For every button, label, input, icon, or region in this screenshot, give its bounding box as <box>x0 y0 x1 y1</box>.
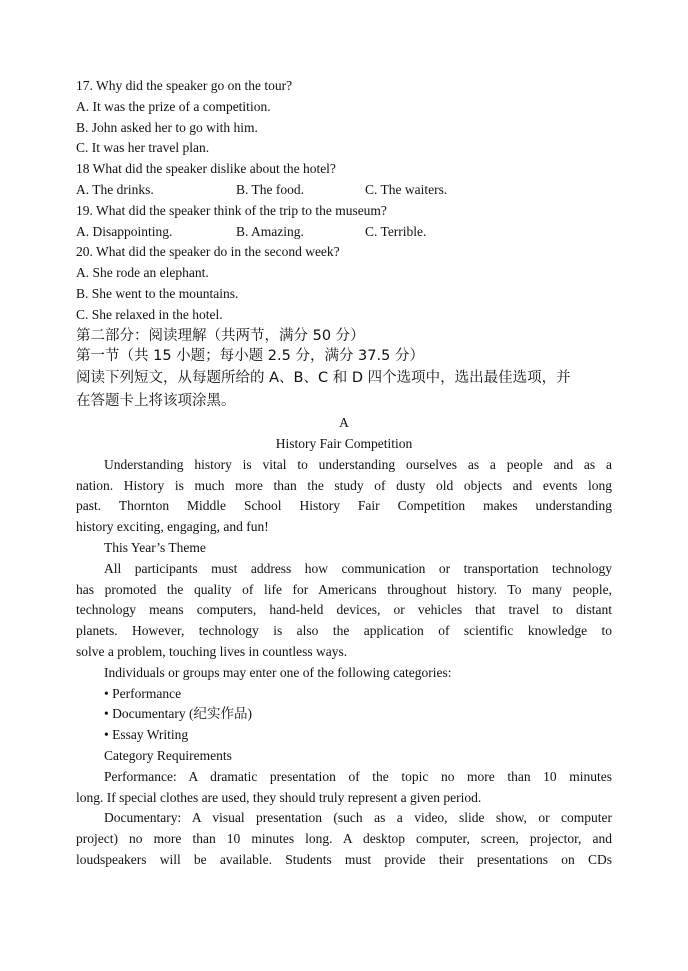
list-item: • Essay Writing <box>104 727 189 743</box>
instruction-line-2: 在答题卡上将该项涂黑。 <box>76 393 236 410</box>
question-text: 20. What did the speaker do in the second week? <box>76 244 340 260</box>
section-title: 第一节（共 15 小题；每小题 2.5 分，满分 37.5 分） <box>76 348 424 365</box>
options-row <box>76 180 612 201</box>
question-text: 17. Why did the speaker go on the tour? <box>76 78 293 93</box>
option-a: A. It was the prize of a competition. <box>76 98 271 114</box>
document-page <box>76 76 612 871</box>
paragraph-line: history exciting, engaging, and fun! <box>76 519 269 535</box>
option-a: A. Disappointing. <box>76 223 173 239</box>
passage-title: History Fair Competition <box>275 435 413 451</box>
paragraph-line: has promoted the quality of life for Americans throughout history. To many people, <box>76 581 612 597</box>
option-b: B. John asked her to go with him. <box>76 119 258 135</box>
paragraph-documentary <box>76 808 612 870</box>
category-list <box>76 684 612 746</box>
paragraph-performance <box>76 767 612 809</box>
paragraph-line: Documentary: A visual presentation (such as a video, slide show, or computer <box>104 810 612 826</box>
paragraph-line: solve a problem, touching lives in countless ways. <box>76 643 348 659</box>
paragraph-line: long. If special clothes are used, they should truly represent a given period. <box>76 789 482 805</box>
categories-intro: Individuals or groups may enter one of the following categories: <box>104 664 452 680</box>
list-item: • Performance <box>104 685 182 701</box>
question-20 <box>76 242 612 325</box>
option-b: B. The food. <box>236 181 304 197</box>
question-17 <box>76 76 612 159</box>
requirements-heading: Category Requirements <box>104 747 232 763</box>
option-c: C. Terrible. <box>365 223 427 239</box>
part-title: 第二部分：阅读理解（共两节，满分 50 分） <box>76 327 365 344</box>
theme-heading: This Year’s Theme <box>104 539 206 555</box>
option-c: C. She relaxed in the hotel. <box>76 306 223 322</box>
paragraph-line: All participants must address how communication or transportation technology <box>104 560 612 576</box>
option-a: A. The drinks. <box>76 181 154 197</box>
option-b: B. Amazing. <box>236 223 304 239</box>
question-18 <box>76 159 612 201</box>
paragraph-line: technology means computers, hand-held devices, or vehicles that travel to distant <box>76 602 612 618</box>
paragraph-line: nation. History is much more than the study of dusty old objects and events long <box>76 477 612 493</box>
option-c: C. It was her travel plan. <box>76 140 210 156</box>
question-text: 18 What did the speaker dislike about the hotel? <box>76 161 336 177</box>
list-item: • Documentary (纪实作品) <box>104 706 252 722</box>
paragraph-intro <box>76 455 612 538</box>
paragraph-line: Understanding history is vital to understanding ourselves as a people and as a <box>104 456 612 472</box>
paragraph-line: loudspeakers will be available. Students must provide their presentations on CDs <box>76 851 612 867</box>
paragraph-line: past. Thornton Middle School History Fair Competition makes understanding <box>76 498 612 514</box>
paragraph-line: planets. However, technology is also the application of scientific knowledge to <box>76 623 612 639</box>
options-row <box>76 222 612 243</box>
paragraph-theme <box>76 559 612 663</box>
passage-letter: A <box>339 415 349 431</box>
instruction-line-1: 阅读下列短文，从每题所给的 A、B、C 和 D 四个选项中，选出最佳选项，并 <box>76 370 571 387</box>
option-b: B. She went to the mountains. <box>76 285 239 301</box>
question-19 <box>76 201 612 243</box>
option-c: C. The waiters. <box>365 181 448 197</box>
paragraph-line: Performance: A dramatic presentation of the topic no more than 10 minutes <box>104 768 612 784</box>
option-a: A. She rode an elephant. <box>76 265 209 281</box>
paragraph-line: project) no more than 10 minutes long. A desktop computer, screen, projector, and <box>76 831 612 847</box>
question-text: 19. What did the speaker think of the trip to the museum? <box>76 202 387 218</box>
